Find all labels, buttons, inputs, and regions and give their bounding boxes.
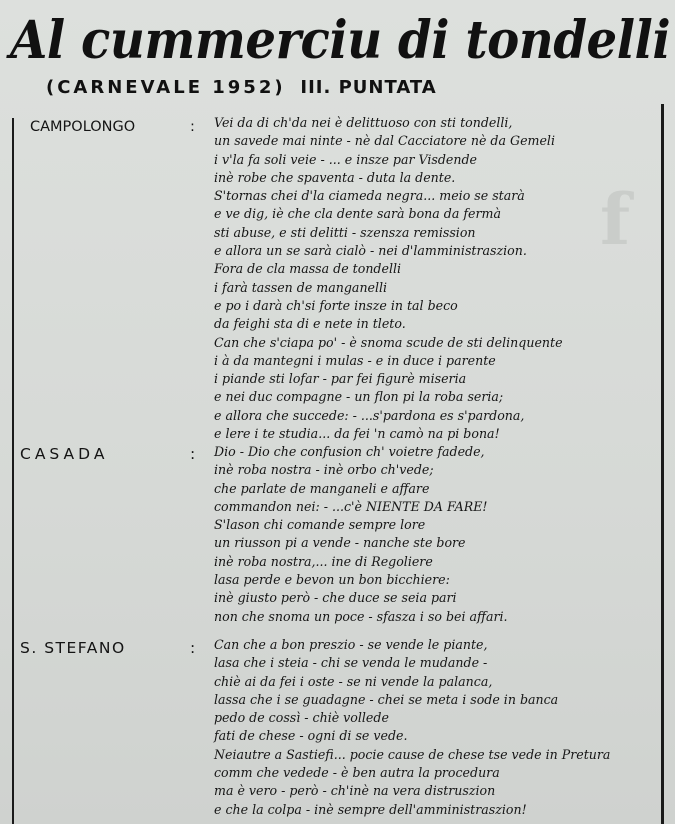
verse-line: S'lason chi comande sempre lore (214, 517, 426, 533)
speaker-campolongo (30, 119, 230, 135)
verse-line: Vei da di ch'da nei è delittuoso con sti tondelli, (214, 115, 513, 130)
verse-line: lassa che i se guadagne - chei se meta i sode in banca (214, 691, 559, 707)
verse-line: e ve dig, iè che cla dente sarà bona da fermà (214, 206, 501, 222)
verse-block-casada (214, 443, 508, 626)
verse-line: inè giusto però - che duce se seia pari (214, 590, 457, 606)
verse-line: Neiautre a Sastiefi... pocie cause de chese tse vede in Pretura (214, 746, 611, 762)
verse-line: comm che vedede - è ben autra la procedura (214, 765, 500, 781)
verse-block-campolongo (214, 114, 563, 443)
page-subtitle (46, 77, 437, 98)
verse-line: da feighi sta di e nete in tleto. (214, 316, 406, 332)
verse-line: fati de chese - ogni di se vede. (214, 728, 408, 744)
speaker-colon: : (190, 639, 197, 657)
speaker-label: CASADA (20, 445, 109, 463)
verse-line: non che snoma un poce - sfasza i so bei affari. (214, 608, 508, 624)
verse-line: lasa che i steia - chi se venda le mudande - (214, 655, 488, 671)
verse-line: commandon nei: - ...c'è NIENTE DA FARE! (214, 498, 488, 514)
bleed-through-text: f (600, 178, 631, 261)
verse-line: chiè ai da fei i oste - se ni vende la palanca, (214, 673, 493, 689)
verse-line: ma è vero - però - ch'inè na vera distruszion (214, 783, 496, 799)
verse-line: pedo de cossì - chiè vollede (214, 710, 389, 726)
verse-line: Can che s'ciapa po' - è snoma scude de sti delinquente (214, 334, 563, 350)
subtitle-episode: III. PUNTATA (300, 77, 437, 98)
verse-line: e lere i te studia... da fei 'n camò na pi bona! (214, 426, 500, 442)
verse-line: e che la colpa - inè sempre dell'amministraszion! (214, 801, 527, 817)
speaker-colon: : (190, 445, 200, 463)
verse-line: i v'la fa soli veie - ... e insze par Visdende (214, 151, 477, 167)
speaker-colon: : (190, 119, 195, 135)
verse-line: i à da mantegni i mulas - e in duce i parente (214, 352, 496, 368)
speaker-s-stefano (20, 639, 220, 657)
column-rule-left (12, 118, 14, 824)
verse-line: S'tornas chei d'la ciameda negra... meio se starà (214, 188, 525, 204)
verse-line: e nei duc compagne - un flon pi la roba seria; (214, 389, 504, 405)
page-title: Al cummerciu di tondelli (10, 10, 671, 71)
verse-line: Can che a bon preszio - se vende le piante, (214, 637, 488, 652)
verse-line: inè robe che spaventa - duta la dente. (214, 169, 456, 185)
verse-block-s-stefano (214, 636, 610, 819)
verse-line: sti abuse, e sti delitti - szensza remission (214, 224, 476, 240)
verse-line: inè roba nostra - inè orbo ch'vede; (214, 462, 434, 478)
verse-line: lasa perde e bevon un bon bicchiere: (214, 572, 450, 588)
verse-line: inè roba nostra,... ine di Regoliere (214, 553, 433, 569)
verse-line: i piande sti lofar - par fei figurè miseria (214, 371, 467, 387)
speaker-casada (20, 445, 220, 463)
speaker-label: S. STEFANO (20, 639, 126, 657)
verse-line: e allora che succede: - ...s'pardona es s'pardona, (214, 407, 525, 423)
verse-line: e po i darà ch'si forte insze in tal beco (214, 297, 458, 313)
subtitle-carnival: (CARNEVALE 1952) (46, 77, 286, 98)
speaker-label: CAMPOLONGO (30, 119, 136, 135)
verse-line: i farà tassen de manganelli (214, 279, 388, 295)
verse-line: Dio - Dio che confusion ch' voietre fadede, (214, 444, 485, 459)
verse-line: e allora un se sarà cialò - nei d'lamministraszion. (214, 243, 527, 259)
verse-line: un savede mai ninte - nè dal Cacciatore nè da Gemeli (214, 133, 555, 149)
verse-line: che parlate de manganeli e affare (214, 480, 430, 496)
column-rule-right (661, 104, 664, 824)
verse-line: Fora de cla massa de tondelli (214, 261, 402, 277)
verse-line: un riusson pi a vende - nanche ste bore (214, 535, 466, 551)
